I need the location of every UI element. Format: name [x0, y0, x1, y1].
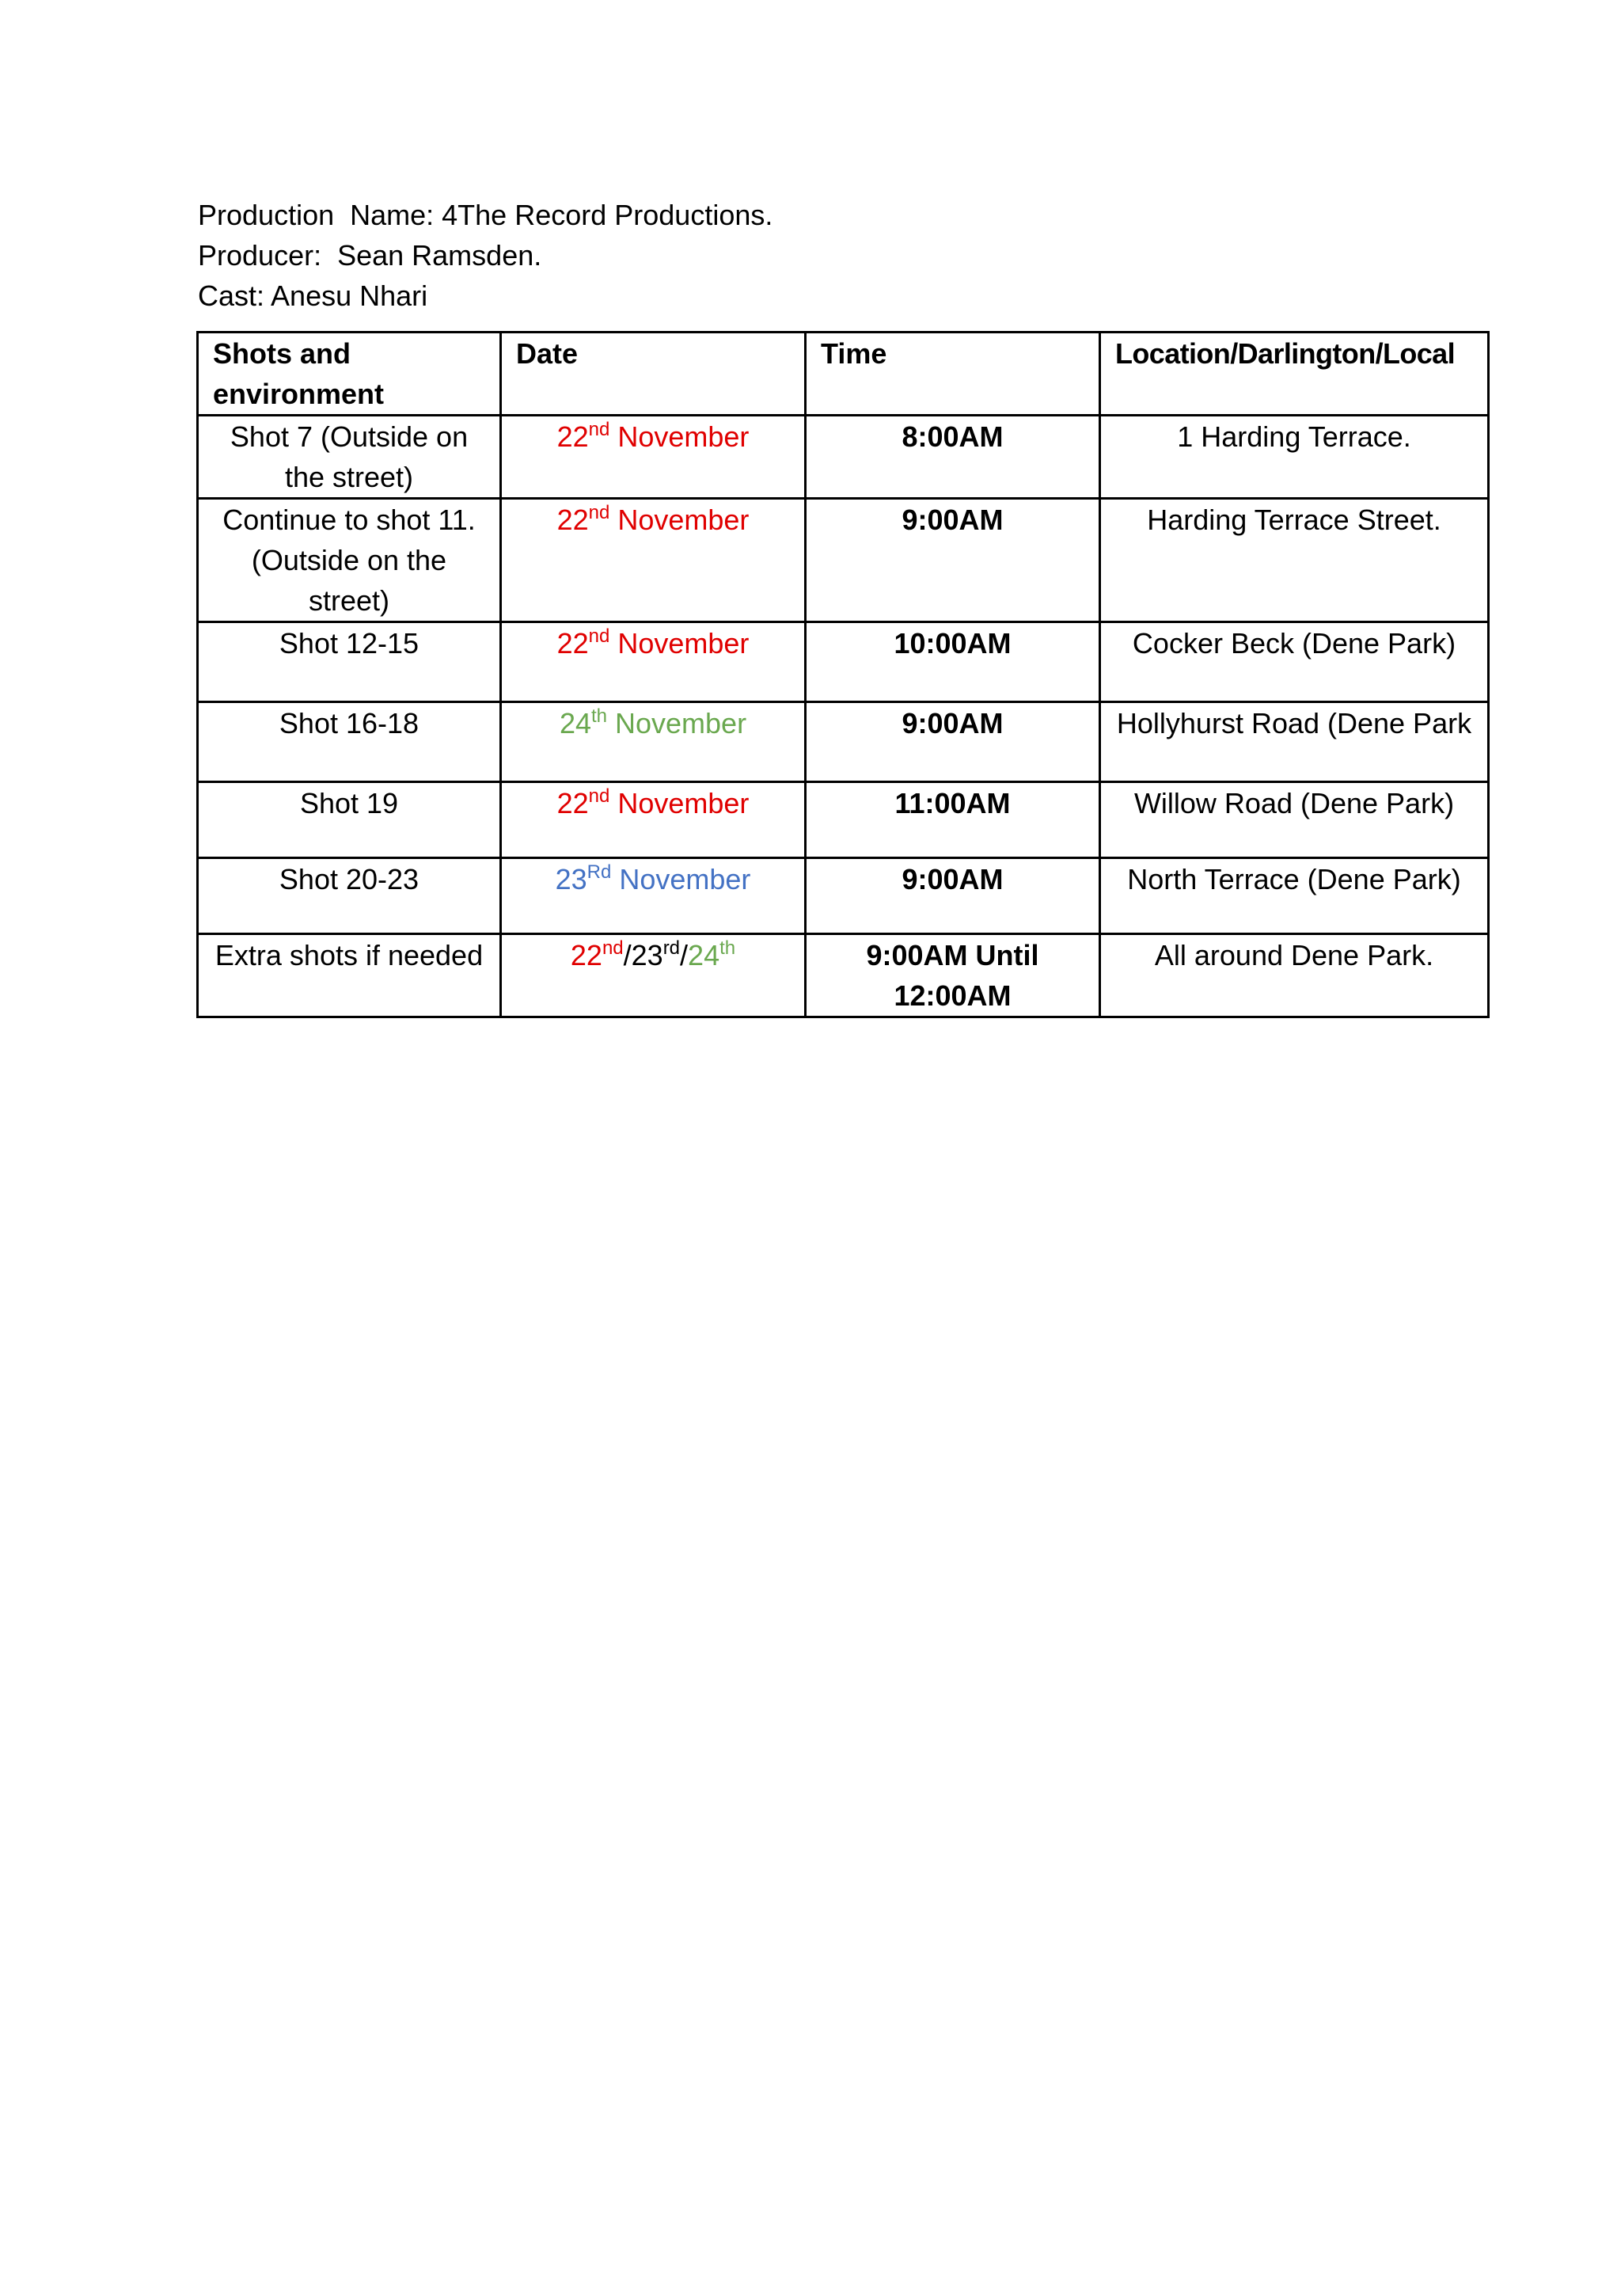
date-ordinal-suffix: nd [588, 625, 610, 647]
date-part [680, 939, 688, 971]
date-part [556, 863, 751, 895]
shot-cell: Continue to shot 11. (Outside on the street) [198, 499, 501, 622]
production-name-line: Production Name: 4The Record Productions. [198, 199, 773, 231]
shot-cell: Shot 20-23 [198, 858, 501, 934]
time-cell: 9:00AM [806, 702, 1100, 782]
date-ordinal-suffix: nd [588, 419, 610, 440]
time-cell: 9:00AM Until 12:00AM [806, 934, 1100, 1017]
date-number: 22 [570, 939, 602, 971]
date-month: November [609, 627, 750, 660]
date-number: 22 [556, 627, 589, 660]
date-cell [501, 622, 806, 702]
location-cell: All around Dene Park. [1100, 934, 1489, 1017]
location-cell: 1 Harding Terrace. [1100, 416, 1489, 499]
cast-line: Cast: Anesu Nhari [198, 279, 428, 312]
date-ordinal-suffix: nd [588, 502, 610, 523]
date-number: 23 [555, 863, 587, 895]
table-body [198, 416, 1489, 1017]
date-part [560, 707, 746, 739]
date-part [571, 939, 624, 971]
shot-cell: Shot 16-18 [198, 702, 501, 782]
table-row [198, 934, 1489, 1017]
date-ordinal-suffix: rd [662, 937, 681, 959]
date-number: 22 [556, 504, 589, 536]
date-part [557, 787, 750, 819]
date-month: November [609, 504, 750, 536]
date-number: 22 [556, 787, 589, 819]
date-number: 24 [559, 707, 591, 739]
date-number: /23 [623, 939, 663, 971]
shot-cell: Shot 12-15 [198, 622, 501, 702]
date-month: November [609, 787, 750, 819]
table-row [198, 622, 1489, 702]
shot-cell: Shot 7 (Outside on the street) [198, 416, 501, 499]
date-part [557, 420, 750, 453]
date-cell [501, 858, 806, 934]
column-header-time: Time [806, 333, 1100, 416]
table-row [198, 782, 1489, 858]
column-header-location: Location/Darlington/Local [1100, 333, 1489, 416]
table-row [198, 499, 1489, 622]
shot-cell: Shot 19 [198, 782, 501, 858]
location-cell: Hollyhurst Road (Dene Park [1100, 702, 1489, 782]
shooting-schedule-table [196, 331, 1490, 1018]
table-row [198, 702, 1489, 782]
date-month: November [611, 863, 751, 895]
date-cell [501, 702, 806, 782]
date-ordinal-suffix: th [719, 937, 736, 959]
table-row [198, 858, 1489, 934]
time-cell: 10:00AM [806, 622, 1100, 702]
date-month: November [609, 420, 750, 453]
table-row [198, 416, 1489, 499]
location-cell: Harding Terrace Street. [1100, 499, 1489, 622]
column-header-date: Date [501, 333, 806, 416]
table-header-row [198, 333, 1489, 416]
time-cell: 8:00AM [806, 416, 1100, 499]
date-ordinal-suffix: nd [602, 937, 624, 959]
date-ordinal-suffix: th [590, 705, 607, 727]
date-part [557, 627, 750, 660]
date-cell [501, 934, 806, 1017]
date-part [624, 939, 680, 971]
date-ordinal-suffix: Rd [587, 861, 612, 883]
date-part [557, 504, 750, 536]
shot-cell: Extra shots if needed [198, 934, 501, 1017]
date-number: / [680, 939, 689, 971]
producer-line: Producer: Sean Ramsden. [198, 239, 542, 272]
production-header [198, 195, 773, 316]
date-month: November [607, 707, 747, 739]
date-ordinal-suffix: nd [588, 785, 610, 807]
date-cell [501, 499, 806, 622]
time-cell: 9:00AM [806, 858, 1100, 934]
date-part [688, 939, 735, 971]
location-cell: Cocker Beck (Dene Park) [1100, 622, 1489, 702]
date-number: 22 [556, 420, 589, 453]
date-cell [501, 782, 806, 858]
location-cell: North Terrace (Dene Park) [1100, 858, 1489, 934]
column-header-shots: Shots and environment [198, 333, 501, 416]
time-cell: 9:00AM [806, 499, 1100, 622]
date-cell [501, 416, 806, 499]
location-cell: Willow Road (Dene Park) [1100, 782, 1489, 858]
time-cell: 11:00AM [806, 782, 1100, 858]
date-number: 24 [688, 939, 720, 971]
